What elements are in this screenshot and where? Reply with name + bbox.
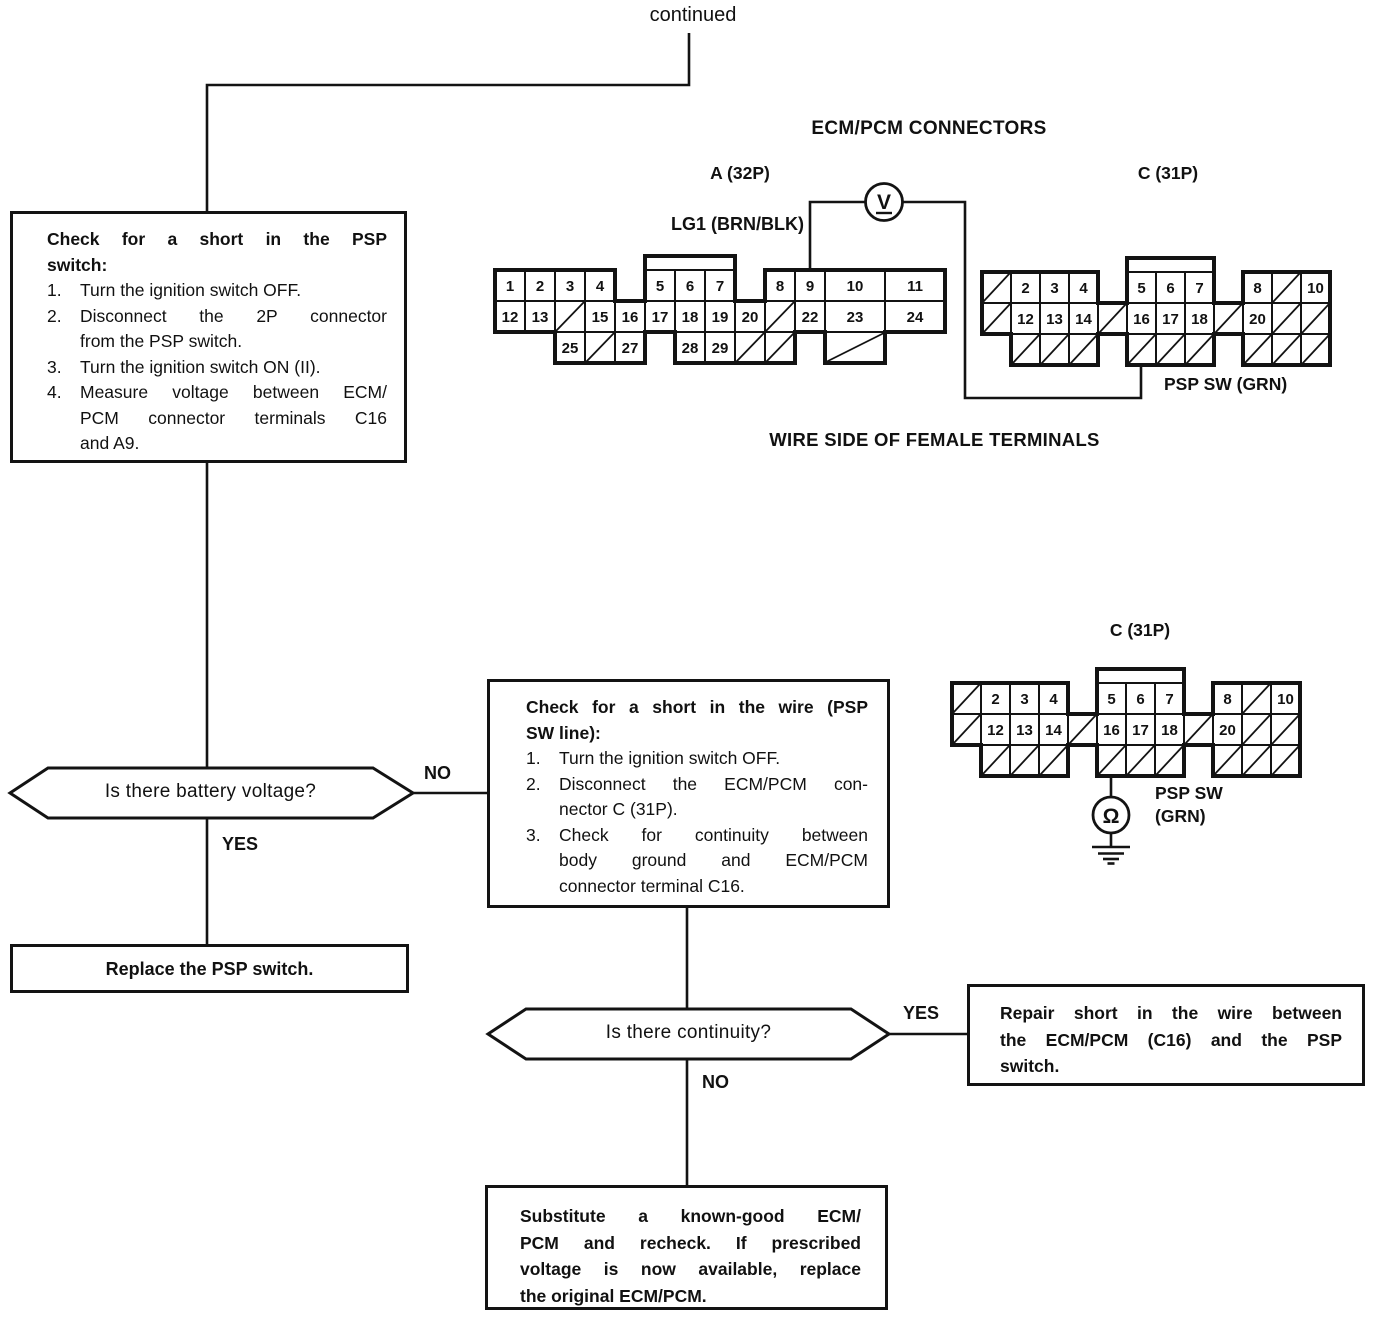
text-line: Substitute a known-good ECM/: [520, 1206, 861, 1226]
result-box-replace-psp-switch: Replace the PSP switch.: [10, 944, 409, 993]
instruction-item: [47, 380, 387, 457]
item-number: 1.: [47, 280, 62, 300]
text-line: Disconnect the ECM/PCM con-: [559, 773, 868, 794]
connector-c31p-pinout-top: [977, 252, 1335, 370]
instruction-list: [47, 278, 387, 457]
text-line: Disconnect the 2P connector: [80, 305, 387, 326]
pin-number: 10: [846, 278, 864, 295]
pin-number: 17: [1162, 311, 1179, 328]
ground-symbol: [1092, 847, 1130, 864]
pin-number: 13: [531, 309, 549, 326]
wire-side-caption: WIRE SIDE OF FEMALE TERMINALS: [769, 429, 1100, 450]
pin-number: 18: [1191, 311, 1208, 328]
connector-a32p-pinout: [490, 250, 950, 368]
pin-number: 13: [1046, 311, 1063, 328]
text-line: the ECM/PCM (C16) and the PSP: [1000, 1029, 1342, 1050]
pin-number: 8: [1223, 691, 1232, 708]
pin-number: 16: [1133, 311, 1150, 328]
connector-c-label-bottom: C (31P): [1109, 620, 1171, 640]
pin-number: 7: [1165, 691, 1174, 708]
item-text: [559, 772, 868, 823]
text-line: Check for a short in the PSP: [47, 229, 387, 249]
pin-number: 7: [715, 278, 725, 295]
continued-label: continued: [649, 4, 737, 26]
pin-number: 5: [1137, 280, 1146, 297]
instruction-item: [526, 772, 868, 823]
decision2-no-label: NO: [702, 1072, 729, 1092]
instruction-list: [526, 746, 868, 899]
decision1-no-label: NO: [424, 763, 451, 783]
decision2-text: Is there continuity?: [605, 1022, 772, 1043]
instruction-item: [526, 823, 868, 900]
pin-number: 28: [681, 340, 699, 357]
pin-number: 9: [805, 278, 815, 295]
text-line: PSP SW: [1155, 783, 1223, 803]
pin-number: 22: [801, 309, 819, 326]
text-line: the original ECM/PCM.: [520, 1285, 707, 1306]
pin-number: 8: [1253, 280, 1262, 297]
decision1-text: Is there battery voltage?: [104, 781, 317, 802]
item-number: 2.: [526, 773, 541, 794]
pin-number: 4: [595, 278, 605, 295]
pin-number: 11: [907, 278, 923, 295]
item-text: [559, 823, 868, 900]
pin-number: 12: [987, 722, 1004, 739]
pin-number: 6: [1166, 280, 1175, 297]
text-line: switch.: [1000, 1056, 1060, 1076]
pin-number: 12: [501, 309, 519, 326]
pin-number: 27: [621, 340, 639, 357]
pin-number: 18: [681, 309, 699, 326]
item-text: [80, 304, 387, 355]
pin-number: 4: [1049, 691, 1058, 708]
pin-number: 5: [1107, 691, 1116, 708]
connector-c-label-top: C (31P): [1137, 163, 1199, 183]
text-line: (GRN): [1155, 806, 1206, 826]
item-text: [80, 355, 387, 381]
text-line: SW line):: [526, 722, 601, 743]
text-line: Check for continuity between: [559, 824, 868, 845]
diagram1-title: ECM/PCM CONNECTORS: [811, 118, 1047, 139]
pin-number: 3: [565, 278, 575, 295]
item-number: 4.: [47, 382, 62, 402]
item-number: 1.: [526, 748, 541, 768]
pin-number: 18: [1161, 722, 1178, 739]
step-box-title: [47, 227, 387, 278]
item-number: 2.: [47, 305, 62, 326]
pin-number: 14: [1045, 722, 1062, 739]
result-box-substitute-ecm: [485, 1185, 888, 1310]
text-line: from the PSP switch.: [80, 331, 243, 351]
item-number: 3.: [47, 356, 62, 377]
pin-number: 12: [1017, 311, 1034, 328]
pin-number: 16: [1103, 722, 1120, 739]
item-text: [80, 380, 387, 457]
pin-number: 2: [535, 278, 545, 295]
pin-number: 4: [1079, 280, 1088, 297]
connector-c31p-pinout-bottom: [947, 663, 1305, 781]
pin-number: 19: [711, 309, 729, 326]
pin-number: 10: [1277, 691, 1294, 708]
instruction-item: [47, 355, 387, 381]
item-number: 3.: [526, 824, 541, 845]
pin-number: 2: [1021, 280, 1030, 297]
pin-number: 29: [711, 340, 729, 357]
connector-a-label: A (32P): [710, 163, 770, 183]
ohmmeter-letter: Ω: [1102, 805, 1120, 828]
ohmmeter-symbol: [1093, 797, 1129, 833]
instruction-item: [526, 746, 868, 772]
pin-number: 23: [846, 309, 864, 326]
pin-number: 6: [1136, 691, 1145, 708]
pin-number: 20: [741, 309, 759, 326]
wire-label-psp-bottom: [1155, 782, 1223, 828]
pin-number: 14: [1075, 311, 1092, 328]
pin-number: 20: [1249, 311, 1266, 328]
decision1-yes-label: YES: [222, 834, 259, 854]
wire-label-psp-top: PSP SW (GRN): [1164, 374, 1288, 394]
pin-number: 16: [621, 309, 639, 326]
voltmeter-letter: V: [876, 191, 892, 214]
text-line: Repair short in the wire between: [1000, 1003, 1342, 1023]
pin-number: 2: [991, 691, 1000, 708]
text-line: and A9.: [80, 433, 140, 453]
pin-number: 20: [1219, 722, 1236, 739]
wire-label-lg1: LG1 (BRN/BLK): [671, 214, 804, 234]
pin-number: 5: [655, 278, 665, 295]
pin-number: 10: [1307, 280, 1324, 297]
result-box-repair-short: [967, 984, 1365, 1086]
pin-number: 17: [1132, 722, 1149, 739]
text-line: Measure voltage between ECM/: [80, 382, 387, 402]
continued-connector-line: [207, 33, 689, 211]
text-line: nector C (31P).: [559, 799, 678, 819]
pin-number: 24: [906, 309, 924, 326]
text-line: body ground and ECM/PCM: [559, 850, 868, 870]
text-line: Turn the ignition switch ON (II).: [80, 356, 321, 377]
step-box-check-wire: [487, 679, 890, 908]
pin-number: 3: [1020, 691, 1029, 708]
voltmeter-symbol: [866, 184, 903, 221]
pin-number: 17: [651, 309, 669, 326]
decision2-yes-label: YES: [903, 1003, 940, 1023]
pin-number: 7: [1195, 280, 1204, 297]
pin-number: 13: [1016, 722, 1033, 739]
step-box-check-psp-switch: [10, 211, 407, 463]
item-text: [559, 746, 868, 772]
text-line: Check for a short in the wire (PSP: [526, 697, 868, 717]
text-line: PCM and recheck. If prescribed: [520, 1232, 861, 1253]
pin-number: 1: [505, 278, 515, 295]
instruction-item: [47, 304, 387, 355]
step-box-title: [526, 695, 868, 746]
text-line: connector terminal C16.: [559, 875, 745, 896]
text-line: Turn the ignition switch OFF.: [80, 280, 302, 300]
pin-number: 6: [685, 278, 695, 295]
pin-number: 3: [1050, 280, 1059, 297]
text-line: switch:: [47, 254, 108, 275]
instruction-item: [47, 278, 387, 304]
pin-number: 15: [591, 309, 609, 326]
text-line: PCM connector terminals C16: [80, 407, 387, 428]
text-line: Turn the ignition switch OFF.: [559, 748, 781, 768]
text-line: voltage is now available, replace: [520, 1259, 861, 1279]
pin-number: 25: [561, 340, 579, 357]
pin-number: 8: [775, 278, 785, 295]
item-text: [80, 278, 387, 304]
